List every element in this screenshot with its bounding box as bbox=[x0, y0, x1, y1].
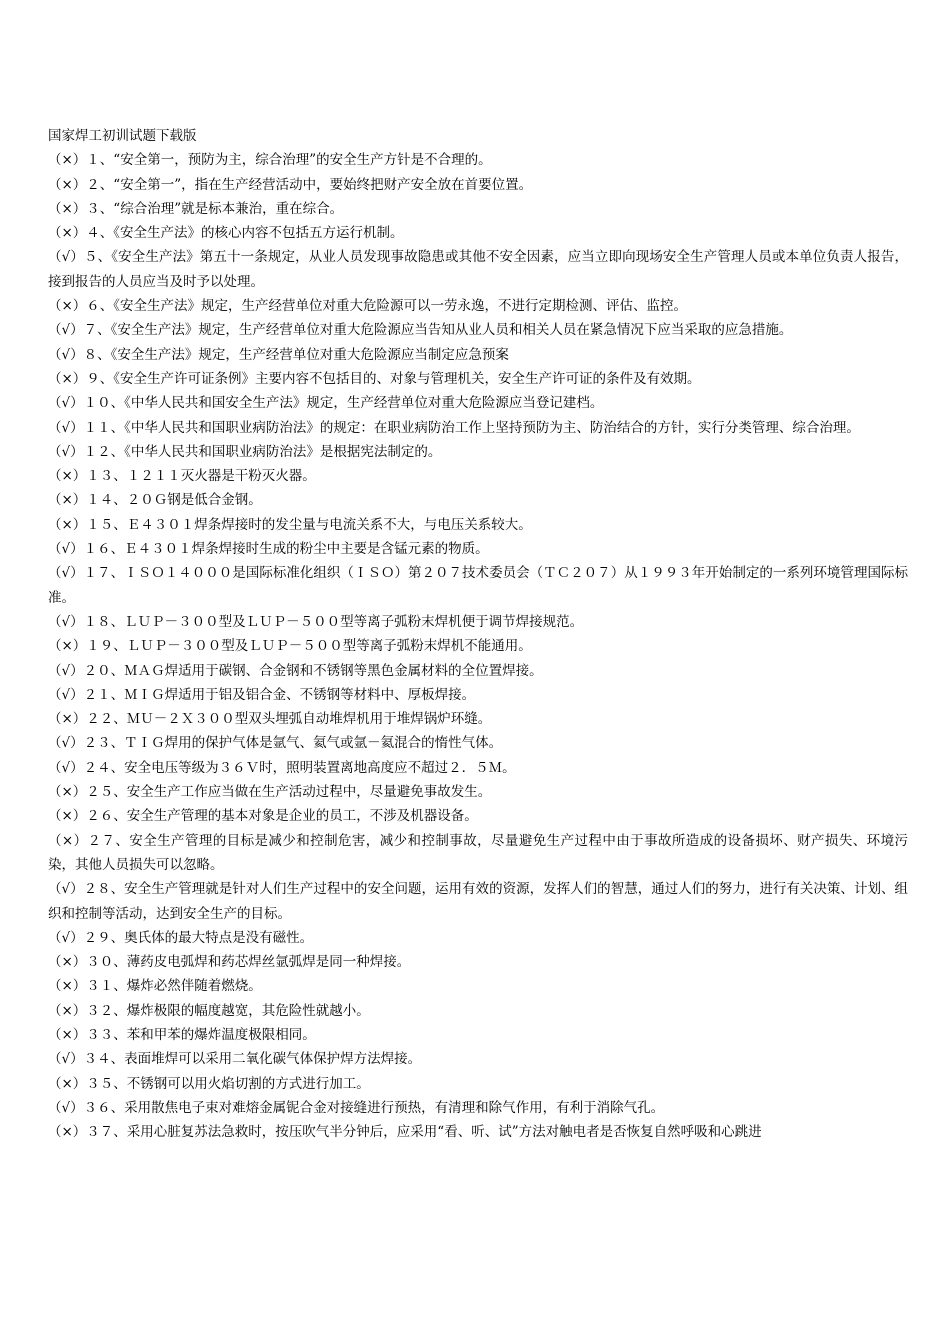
question-item: （×）２７、安全生产管理的目标是减少和控制危害，减少和控制事故，尽量避免生产过程中由于事故所造成的设备损坏、财产损失、环境污染，其他人员损失可以忽略。 bbox=[48, 832, 908, 873]
question-item: （√）２１、ＭＩＧ焊适用于铝及铝合金、不锈钢等材料中、厚板焊接。 bbox=[48, 686, 476, 703]
question-item: （√）５、《安全生产法》第五十一条规定，从业人员发现事故隐患或其他不安全因素，应当立即向现场安全生产管理人员或本单位负责人报告，接到报告的人员应当及时予以处理。 bbox=[48, 249, 908, 290]
question-item: （×）２２、ＭＵ－２Ｘ３００型双头埋弧自动堆焊机用于堆焊锅炉环缝。 bbox=[48, 711, 492, 728]
question-item: （×）１５、Ｅ４３０１焊条焊接时的发尘量与电流关系不大，与电压关系较大。 bbox=[48, 516, 532, 533]
question-item: （√）８、《安全生产法》规定，生产经营单位对重大危险源应当制定应急预案 bbox=[48, 346, 509, 363]
question-item: （√）１１、《中华人民共和国职业病防治法》的规定：在职业病防治工作上坚持预防为主、防治结合的方针，实行分类管理、综合治理。 bbox=[48, 419, 860, 436]
question-item: （√）３６、采用散焦电子束对难熔金属铌合金对接缝进行预热，有清理和除气作用，有利于消除气孔。 bbox=[48, 1099, 665, 1116]
question-item: （√）１６、Ｅ４３０１焊条焊接时生成的粉尘中主要是含锰元素的物质。 bbox=[48, 541, 489, 558]
question-item: （√）３４、表面堆焊可以采用二氧化碳气体保护焊方法焊接。 bbox=[48, 1051, 422, 1068]
question-item: （√）２０、ＭＡＧ焊适用于碳钢、合金钢和不锈钢等黑色金属材料的全位置焊接。 bbox=[48, 662, 543, 679]
question-item: （×）３５、不锈钢可以用火焰切割的方式进行加工。 bbox=[48, 1075, 370, 1092]
question-item: （×）１３、１２１１灭火器是干粉灭火器。 bbox=[48, 468, 316, 485]
document-page bbox=[48, 124, 908, 1144]
question-item: （√）２３、ＴＩＧ焊用的保护气体是氩气、氦气或氩－氦混合的惰性气体。 bbox=[48, 735, 503, 752]
question-item: （√）２９、奥氏体的最大特点是没有磁性。 bbox=[48, 929, 314, 946]
question-item: （√）２４、安全电压等级为３６Ｖ时，照明装置离地高度应不超过２．５Ｍ。 bbox=[48, 759, 516, 776]
question-item: （×）１４、２０Ｇ钢是低合金钢。 bbox=[48, 492, 262, 509]
question-item: （×）２、“安全第一”，指在生产经营活动中，要始终把财产安全放在首要位置。 bbox=[48, 176, 533, 193]
question-item: （√）１７、ＩＳＯ１４０００是国际标准化组织（ＩＳＯ）第２０７技术委员会（ＴＣ２０７）从１９９３年开始制定的一系列环境管理国际标准。 bbox=[48, 565, 908, 606]
question-item: （×）９、《安全生产许可证条例》主要内容不包括目的、对象与管理机关，安全生产许可证的条件及有效期。 bbox=[48, 370, 701, 387]
question-item: （×）２５、安全生产工作应当做在生产活动过程中，尽量避免事故发生。 bbox=[48, 784, 492, 801]
question-item: （×）１、“安全第一，预防为主，综合治理”的安全生产方针是不合理的。 bbox=[48, 152, 492, 169]
question-item: （√）２８、安全生产管理就是针对人们生产过程中的安全问题，运用有效的资源，发挥人们的智慧，通过人们的努力，进行有关决策、计划、组织和控制等活动，达到安全生产的目标。 bbox=[48, 881, 908, 922]
question-item: （×）３３、苯和甲苯的爆炸温度极限相同。 bbox=[48, 1026, 316, 1043]
question-item: （√）１２、《中华人民共和国职业病防治法》是根据宪法制定的。 bbox=[48, 443, 442, 460]
question-list bbox=[48, 148, 908, 1144]
question-item: （×）６、《安全生产法》规定，生产经营单位对重大危险源可以一劳永逸，不进行定期检测、评估、监控。 bbox=[48, 298, 688, 315]
question-item: （×）４、《安全生产法》的核心内容不包括五方运行机制。 bbox=[48, 225, 404, 242]
question-item: （×）３１、爆炸必然伴随着燃烧。 bbox=[48, 978, 262, 995]
question-item: （×）３、“综合治理”就是标本兼治，重在综合。 bbox=[48, 200, 344, 217]
question-item: （×）３０、薄药皮电弧焊和药芯焊丝氩弧焊是同一种焊接。 bbox=[48, 954, 411, 971]
document-title: 国家焊工初训试题下载版 bbox=[48, 128, 197, 144]
question-item: （√）１８、ＬＵＰ－３００型及ＬＵＰ－５００型等离子弧粉末焊机便于调节焊接规范。 bbox=[48, 613, 584, 630]
question-item: （×）２６、安全生产管理的基本对象是企业的员工，不涉及机器设备。 bbox=[48, 808, 478, 825]
question-item: （×）１９、ＬＵＰ－３００型及ＬＵＰ－５００型等离子弧粉末焊机不能通用。 bbox=[48, 638, 532, 655]
question-item: （√）１０、《中华人民共和国安全生产法》规定，生产经营单位对重大危险源应当登记建档。 bbox=[48, 395, 604, 412]
question-item: （×）３２、爆炸极限的幅度越宽，其危险性就越小。 bbox=[48, 1002, 370, 1019]
question-item: （√）７、《安全生产法》规定，生产经营单位对重大危险源应当告知从业人员和相关人员在紧急情况下应当采取的应急措施。 bbox=[48, 322, 793, 339]
question-item: （×）３７、采用心脏复苏法急救时，按压吹气半分钟后，应采用“看、听、试”方法对触电者是否恢复自然呼吸和心跳进 bbox=[48, 1124, 762, 1141]
